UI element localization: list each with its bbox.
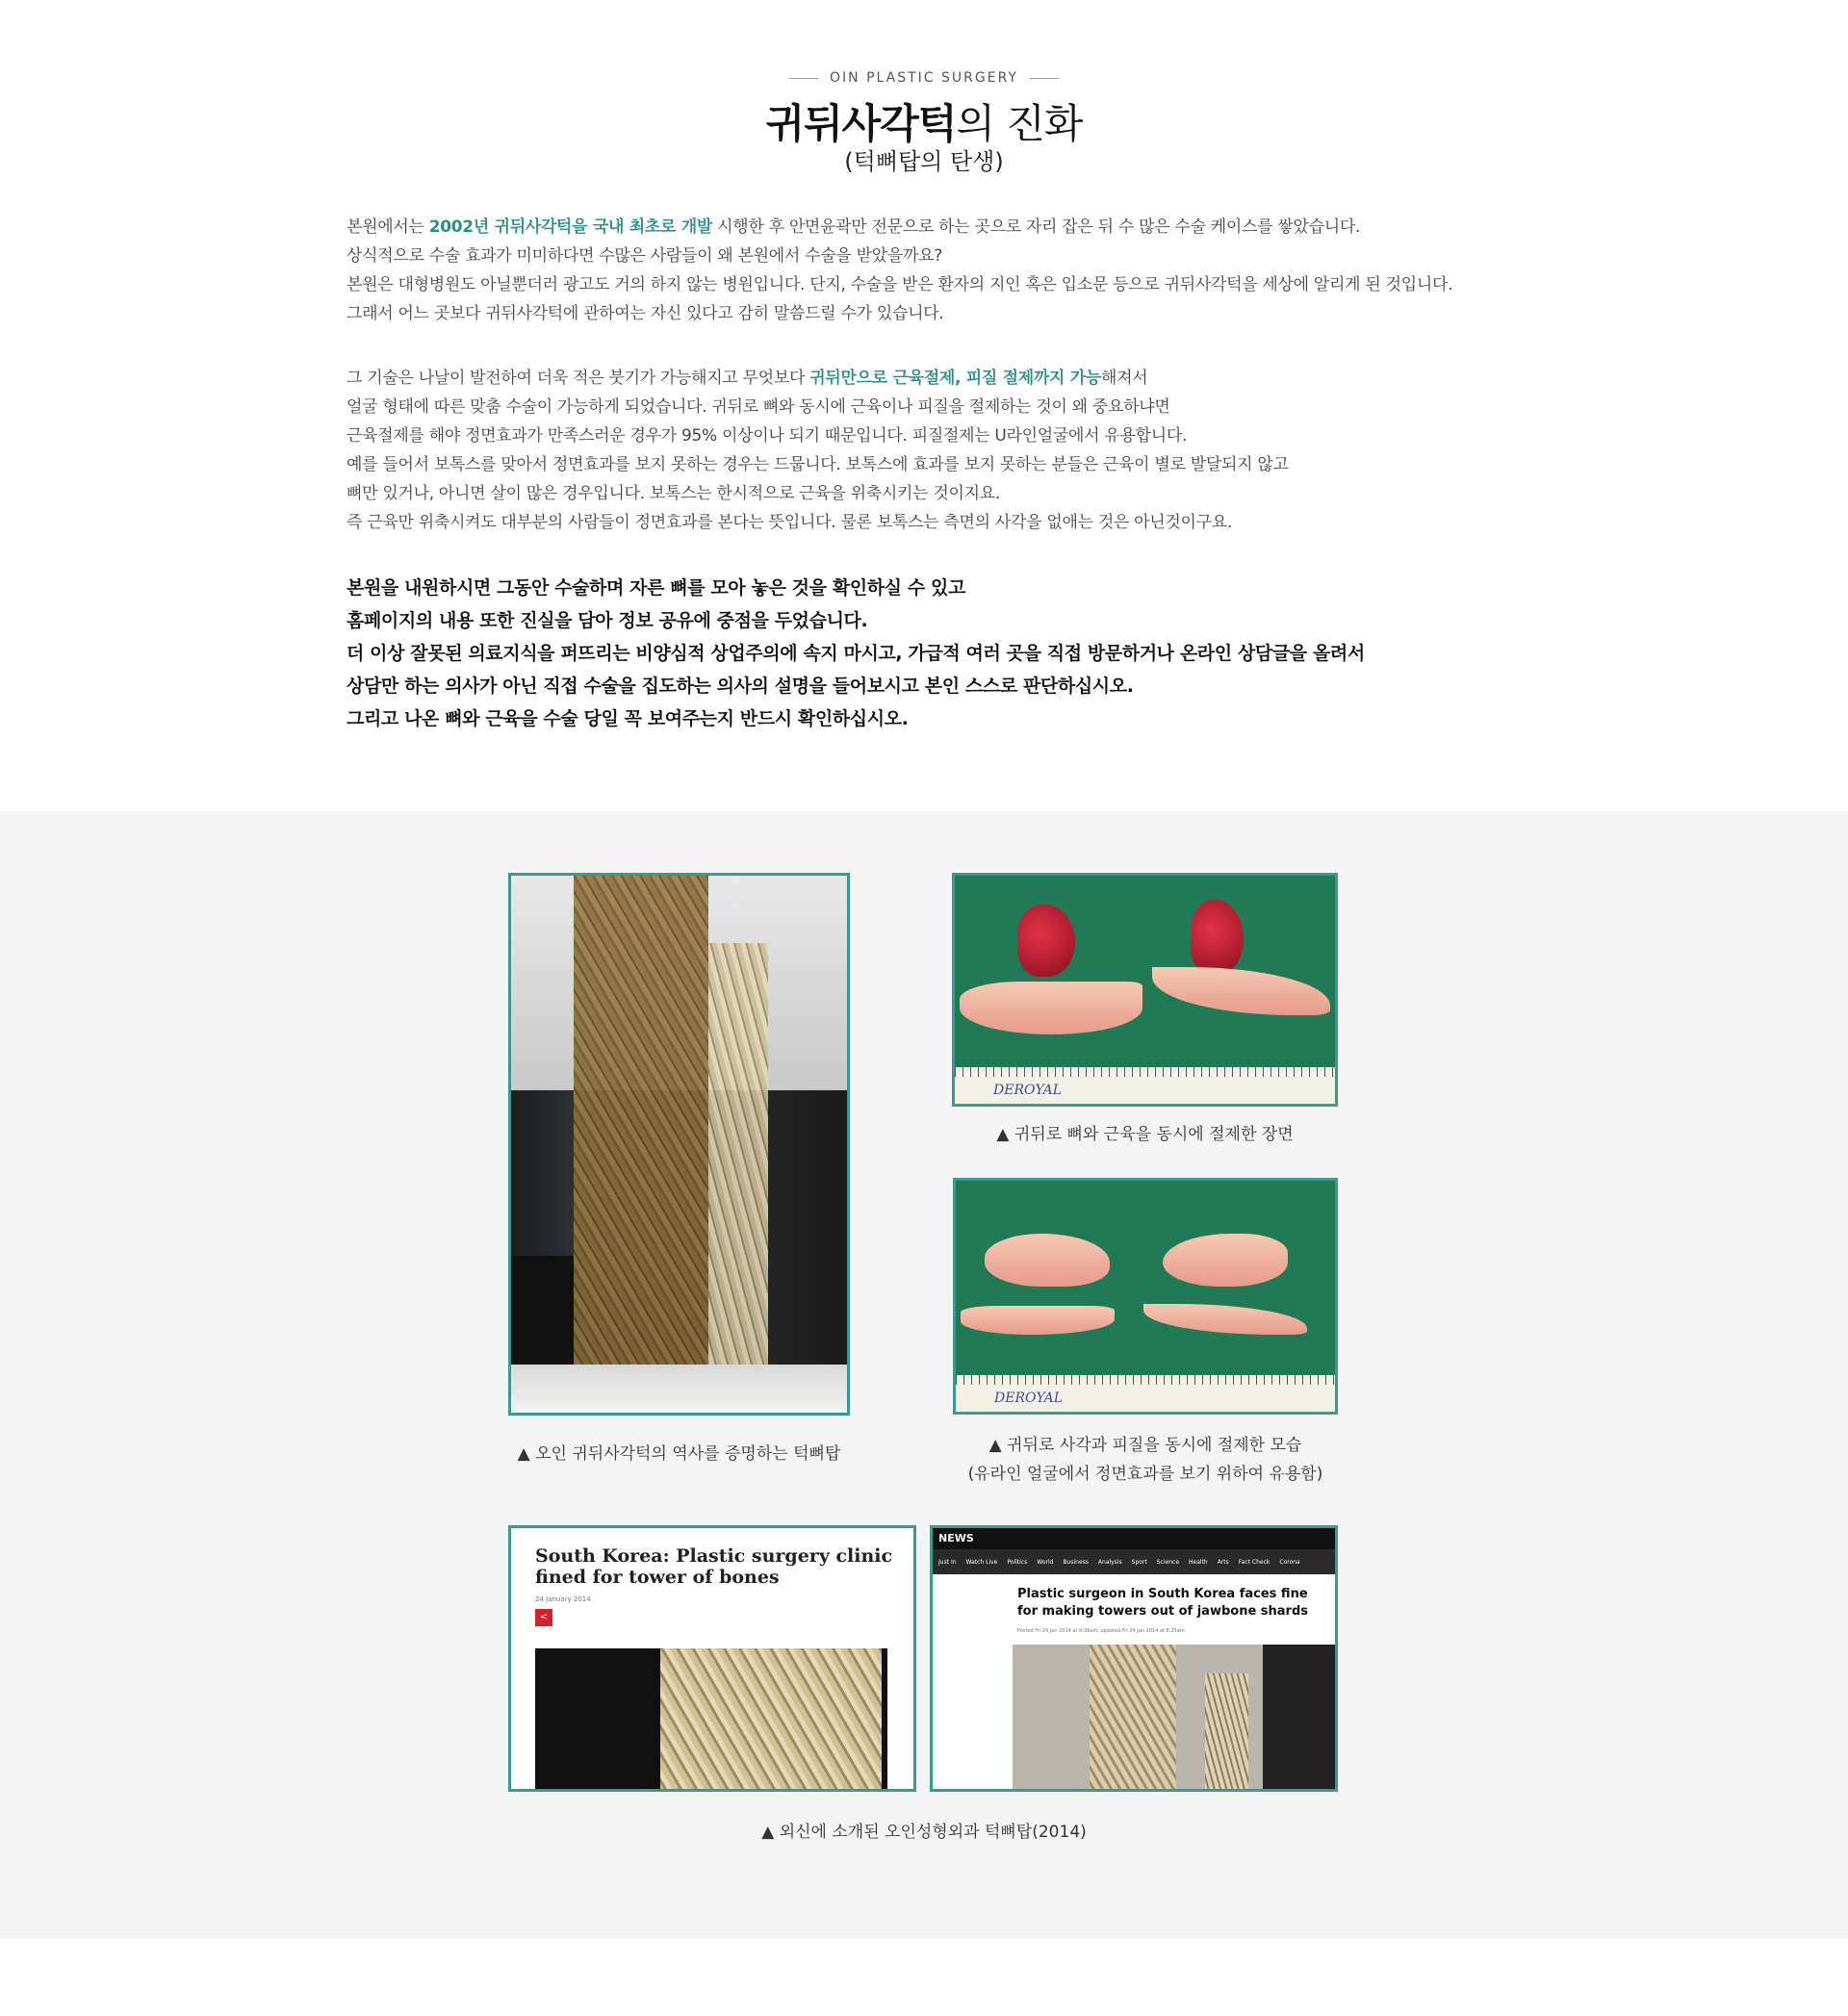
news-nav-item: Science (1156, 1558, 1180, 1566)
paragraph-3 (346, 572, 1502, 735)
paragraph-line: 근육절제를 해야 정면효과가 만족스러운 경우가 95% 이상이나 되기 때문입니다. 피질절제는 U라인얼굴에서 유용합니다. (346, 426, 1188, 446)
news-nav-item: World (1037, 1558, 1054, 1566)
news-brand: NEWS (938, 1532, 974, 1544)
news-brand-bar (933, 1528, 1335, 1549)
paragraph-2 (346, 364, 1502, 537)
bone-column (1090, 1645, 1176, 1792)
ruler (956, 1375, 1335, 1412)
paragraph-line: 그리고 나온 뼈와 근육을 수술 당일 꼭 보여주는지 반드시 확인하십시오. (346, 708, 909, 729)
text: 시행한 후 안면윤곽만 전문으로 하는 곳으로 자리 잡은 뒤 수 많은 수술 케이스를 쌓았습니다. (712, 217, 1361, 237)
eyebrow-text: OIN PLASTIC SURGERY (830, 70, 1018, 86)
surgery1-caption: ▲ 귀뒤로 뼈와 근육을 동시에 절제한 장면 (996, 1125, 1294, 1144)
bone-tower-photo (508, 873, 850, 1416)
news-clipping-2 (930, 1525, 1338, 1792)
page-subtitle: (턱뼈탑의 탄생) (844, 148, 1004, 175)
highlight-text: 귀뒤만으로 근육절제, 피질 절제까지 가능 (809, 369, 1101, 388)
photo-dark-wall (1263, 1645, 1338, 1792)
news-nav-item: Fact Check (1238, 1558, 1270, 1566)
news-nav-item: Corona (1279, 1558, 1300, 1566)
text: 그 기술은 나날이 발전하여 더욱 적은 붓기가 가능해지고 무엇보다 (346, 369, 810, 388)
cortex-specimen (1143, 1304, 1307, 1335)
tower-caption: ▲ 오인 귀뒤사각턱의 역사를 증명하는 턱뼈탑 (517, 1444, 841, 1464)
surgery2-caption (905, 1431, 1386, 1489)
gallery-section (0, 811, 1848, 1939)
news-photo (535, 1648, 887, 1792)
intro-section (0, 0, 1848, 811)
news-headline: Plastic surgeon in South Korea faces fine for making towers out of jawbone shards (1017, 1587, 1309, 1619)
page-title (0, 92, 1848, 150)
eyebrow-rule-left (789, 78, 818, 79)
surgery-photo-1 (952, 873, 1338, 1107)
caption-line: ▲ 귀뒤로 사각과 피질을 동시에 절제한 모습 (988, 1436, 1302, 1455)
news-nav-item: Politics (1007, 1558, 1028, 1566)
news-nav-item: Health (1189, 1558, 1208, 1566)
share-icon: < (535, 1609, 552, 1626)
muscle-specimen (1017, 905, 1075, 977)
news-clipping-1 (508, 1525, 916, 1792)
bone-column-secondary (708, 943, 768, 1416)
text: 본원에서는 (346, 217, 429, 237)
paragraph-line (346, 364, 1502, 393)
bone-column-secondary (1205, 1673, 1248, 1792)
title-bold: 귀뒤사각턱 (765, 100, 957, 147)
paragraph-line: 홈페이지의 내용 또한 진실을 담아 정보 공유에 중점을 두었습니다. (346, 610, 868, 631)
paragraph-line: 뼈만 있거나, 아니면 살이 많은 경우입니다. 보톡스는 한시적으로 근육을 위축시키는 것이지요. (346, 484, 1000, 503)
news-nav-item: Watch Live (965, 1558, 998, 1566)
news-nav-item: Analysis (1097, 1558, 1122, 1566)
paragraph-line: 상식적으로 수술 효과가 미미하다면 수많은 사람들이 왜 본원에서 수술을 받았을까요? (346, 246, 942, 266)
paragraph-line: 본원을 내원하시면 그동안 수술하며 자른 뼈를 모아 놓은 것을 확인하실 수 있고 (346, 577, 965, 599)
news-headline: South Korea: Plastic surgery clinic fined for tower of bones (535, 1545, 893, 1588)
news-photo (1013, 1645, 1338, 1792)
ruler-brand: DEROYAL (993, 1083, 1063, 1098)
bone-column (660, 1648, 882, 1792)
paragraph-line: 즉 근육만 위축시켜도 대부분의 사람들이 정면효과를 본다는 뜻입니다. 물론 보톡스는 측면의 사각을 없애는 것은 아닌것이구요. (346, 513, 1233, 532)
news-posted: Posted Fri 24 Jan 2014 at 9:38am, updated Fri 24 Jan 2014 at 8:25am (1017, 1628, 1185, 1634)
news-nav (933, 1549, 1335, 1574)
paragraph-line: 얼굴 형태에 따른 맞춤 수술이 가능하게 되었습니다. 귀뒤로 뼈와 동시에 근육이나 피질을 절제하는 것이 왜 중요하냐면 (346, 397, 1170, 417)
eyebrow (0, 70, 1848, 86)
paragraph-line (346, 213, 1502, 242)
paragraph-line: 그래서 어느 곳보다 귀뒤사각턱에 관하여는 자신 있다고 감히 말씀드릴 수가 있습니다. (346, 304, 944, 323)
paragraph-line: 더 이상 잘못된 의료지식을 퍼뜨리는 비양심적 상업주의에 속지 마시고, 가급적 여러 곳을 직접 방문하거나 온라인 상담글을 올려서 (346, 643, 1365, 664)
bone-specimen (1163, 1234, 1288, 1287)
ruler-brand: DEROYAL (994, 1391, 1064, 1406)
surgery-photo-2 (953, 1178, 1338, 1415)
ruler (955, 1067, 1335, 1104)
paragraph-line: 예를 들어서 보톡스를 맞아서 정면효과를 보지 못하는 경우는 드뭅니다. 보톡스에 효과를 보지 못하는 분들은 근육이 별로 발달되지 않고 (346, 455, 1289, 474)
eyebrow-rule-right (1030, 78, 1059, 79)
news-nav-item: Business (1063, 1558, 1089, 1566)
photo-floor (511, 1365, 847, 1413)
caption-line: (유라인 얼굴에서 정면효과를 보기 위하여 유용함) (967, 1465, 1323, 1484)
paragraph-line: 본원은 대형병원도 아닐뿐더러 광고도 거의 하지 않는 병원입니다. 단지, 수술을 받은 환자의 지인 혹은 입소문 등으로 귀뒤사각턱을 세상에 알리게 된 것입니다. (346, 275, 1453, 294)
bone-column (574, 876, 708, 1413)
bone-specimen (960, 982, 1142, 1034)
cortex-specimen (961, 1306, 1115, 1335)
bone-specimen (985, 1234, 1110, 1287)
text: 해져서 (1100, 369, 1148, 388)
news-date: 24 January 2014 (535, 1595, 591, 1603)
bone-specimen (1152, 967, 1330, 1015)
paragraph-line: 상담만 하는 의사가 아닌 직접 수술을 집도하는 의사의 설명을 들어보시고 본인 스스로 판단하십시오. (346, 676, 1134, 697)
news-nav-item: Arts (1217, 1558, 1229, 1566)
news-nav-item: Just In (938, 1558, 957, 1566)
news-nav-item: Sport (1131, 1558, 1147, 1566)
highlight-text: 2002년 귀뒤사각턱을 국내 최초로 개발 (428, 217, 713, 237)
muscle-specimen (1191, 900, 1244, 975)
title-rest: 의 진화 (956, 100, 1083, 147)
news-caption: ▲ 외신에 소개된 오인성형외과 턱뼈탑(2014) (761, 1823, 1087, 1842)
paragraph-1 (346, 213, 1502, 328)
